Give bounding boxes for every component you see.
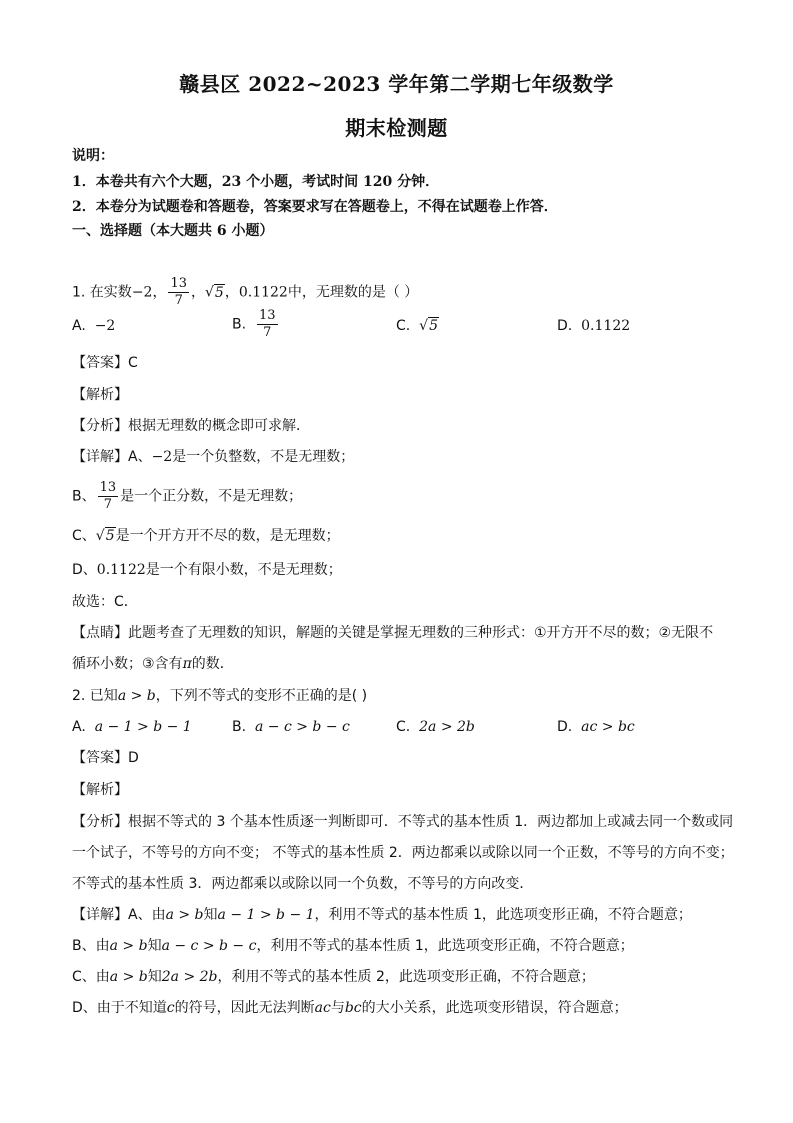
sqrt-expression: √5 <box>205 284 224 301</box>
q1-dianjing-line2: 循环小数；③含有π的数． <box>72 656 234 672</box>
q1-choose: 故选：C． <box>72 594 138 610</box>
instruction-item-1: 1．本卷共有六个大题，23 个小题，考试时间 120 分钟． <box>72 174 440 190</box>
q2-option-d: D. ac > bc <box>557 719 635 735</box>
exam-subtitle: 期末检测题 <box>345 116 448 140</box>
sqrt-expression: √5 <box>95 528 115 544</box>
q2-fenxi-line3: 不等式的基本性质 3．两边都乘以或除以同一个负数，不等号的方向改变． <box>72 876 534 892</box>
question-2-stem: 2. 已知a > b，下列不等式的变形不正确的是( ) <box>72 688 368 704</box>
q2-answer: 【答案】D <box>72 750 139 766</box>
q1-option-a: A. −2 <box>72 318 116 334</box>
q1-detail-c: C、√5是一个开方开不尽的数，是无理数； <box>72 528 340 544</box>
instruction-item-2: 2．本卷分为试题卷和答题卷，答案要求写在答题卷上，不得在试题卷上作答． <box>72 199 558 215</box>
q1-dianjing-line1: 【点睛】此题考查了无理数的知识，解题的关键是掌握无理数的三种形式：①开方开不尽的数；②无限不 <box>72 625 714 641</box>
q2-detail-b: B、由a > b知a − c > b − c，利用不等式的基本性质 1，此选项变形正确，不符合题意； <box>72 938 634 954</box>
exam-title: 赣县区 2022~2023 学年第二学期七年级数学 <box>179 72 614 96</box>
q1-detail-b: B、 $\frac{13}{7}$ 是一个正分数，不是无理数； <box>72 480 303 512</box>
q2-fenxi-line1: 【分析】根据不等式的 3 个基本性质逐一判断即可．不等式的基本性质 1．两边都加上或减去同一个数或同 <box>72 814 734 830</box>
fraction: $\frac{13}{7}$ <box>170 276 187 308</box>
section-heading-choice: 一、选择题（本大题共 6 小题） <box>72 223 274 239</box>
q2-detail-c: C、由a > b知2a > 2b，利用不等式的基本性质 2，此选项变形正确，不符合题意； <box>72 969 595 985</box>
q1-detail-a: 【详解】A、−2是一个负整数，不是无理数； <box>72 449 355 465</box>
q1-option-c: C. √5 <box>396 318 438 334</box>
q1-analysis-heading: 【解析】 <box>72 387 128 403</box>
sqrt-expression: √5 <box>419 318 438 334</box>
q1-answer: 【答案】C <box>72 355 138 371</box>
q2-option-b: B. a − c > b − c <box>232 719 350 735</box>
fraction: $\frac{13}{7}$ <box>258 308 276 340</box>
q1-option-b: B. $\frac{13}{7}$ <box>232 308 276 340</box>
q1-detail-d: D、0.1122是一个有限小数，不是无理数； <box>72 562 342 578</box>
q2-fenxi-line2: 一个试子，不等号的方向不变； 不等式的基本性质 2．两边都乘以或除以同一个正数，不等号的方向不变； <box>72 845 734 861</box>
q1-option-d: D. 0.1122 <box>557 318 631 334</box>
question-1-stem: 1. 在实数−2， $\frac{13}{7}$ ，√5，0.1122中，无理数的是（ ） <box>72 276 419 308</box>
instructions-heading: 说明： <box>72 148 114 164</box>
q2-option-a: A. a − 1 > b − 1 <box>72 719 192 735</box>
fraction: $\frac{13}{7}$ <box>99 480 117 512</box>
q2-option-c: C. 2a > 2b <box>396 719 475 735</box>
q2-detail-a: 【详解】A、由a > b知a − 1 > b − 1，利用不等式的基本性质 1，此选项变形正确，不符合题意； <box>72 907 692 923</box>
q2-detail-d: D、由于不知道c的符号，因此无法判断ac与bc的大小关系，此选项变形错误，符合题意； <box>72 1000 628 1016</box>
q2-analysis-heading: 【解析】 <box>72 782 128 798</box>
q1-fenxi: 【分析】根据无理数的概念即可求解． <box>72 418 310 434</box>
